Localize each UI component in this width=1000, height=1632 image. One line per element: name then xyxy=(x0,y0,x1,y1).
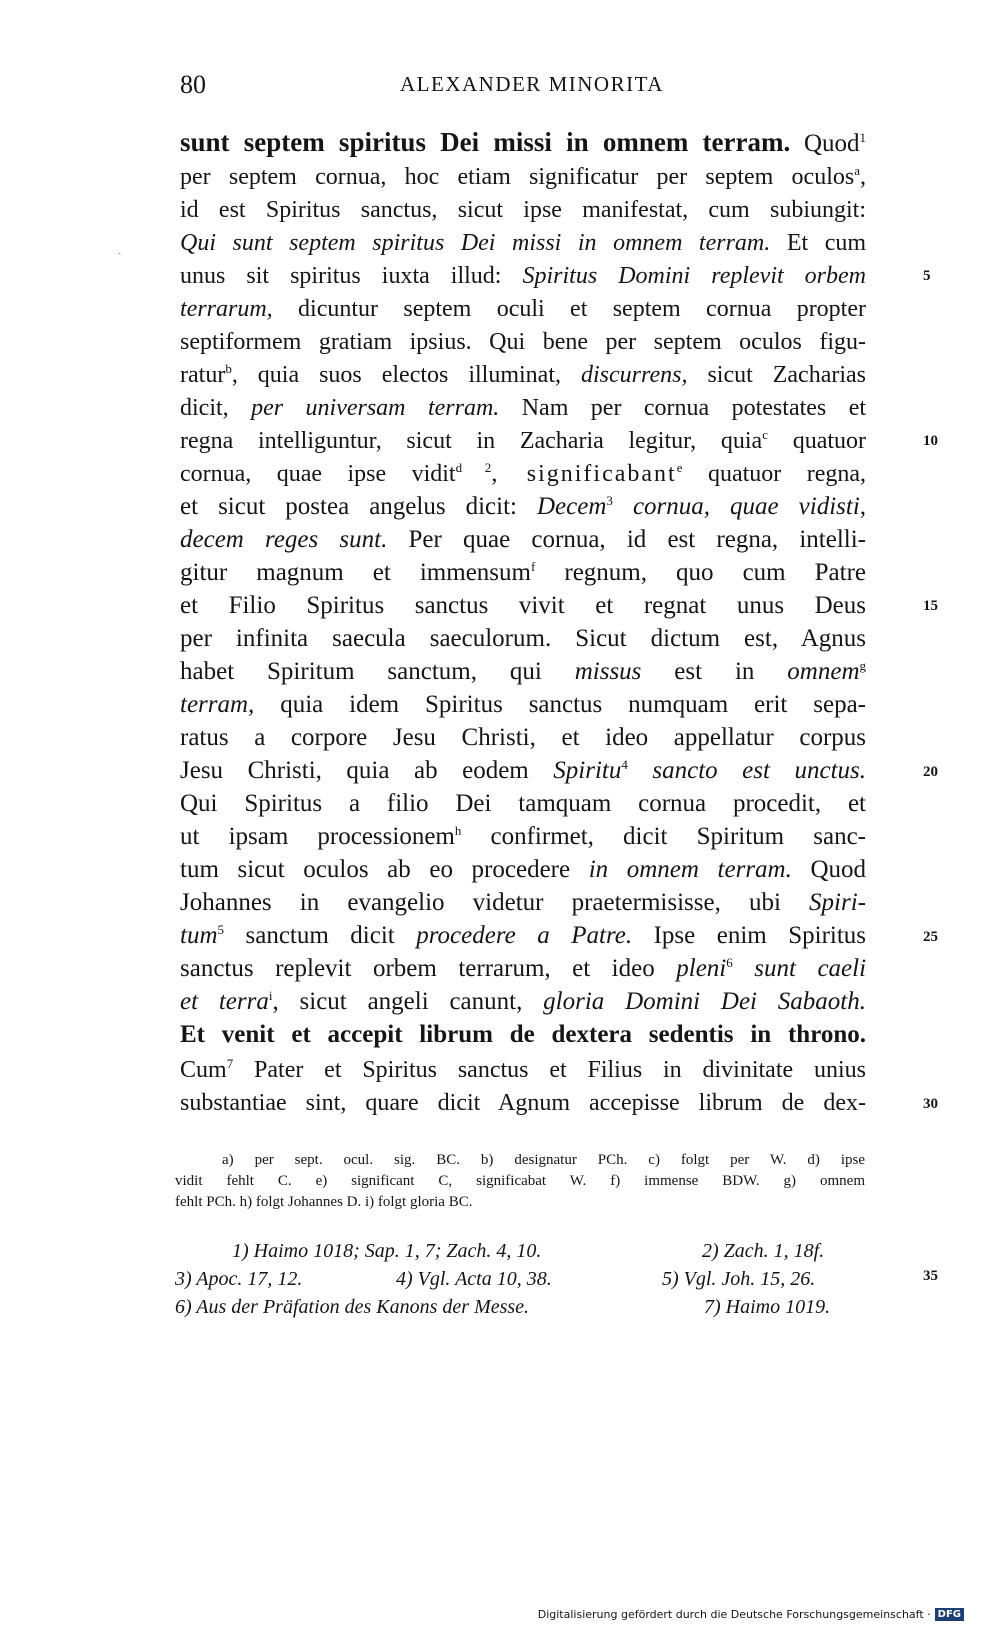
source-note: 5) Vgl. Joh. 15, 26. xyxy=(662,1268,816,1290)
text-line-21: Qui Spiritus a filio Dei tamquam cornua procedit, et xyxy=(180,790,866,817)
margin-mark: ˎ xyxy=(118,244,122,255)
line-number: 20 xyxy=(923,764,938,780)
dfg-logo-icon: DFG xyxy=(935,1608,964,1621)
page-number: 80 xyxy=(180,70,206,99)
text-line-6: terrarum, dicuntur septem oculi et septem cornua propter xyxy=(180,296,866,322)
text-line-16: per infinita saecula saeculorum. Sicut dictum est, Agnus xyxy=(180,625,866,652)
text-line-1: sunt septem spiritus Dei missi in omnem terram. Quod$^1$ xyxy=(180,127,866,157)
line-number: 5 xyxy=(923,268,931,284)
text-line-26: sanctus replevit orbem terrarum, et ideo pleni$^6$ sunt caeli xyxy=(180,955,867,982)
source-note: 4) Vgl. Acta 10, 38. xyxy=(396,1268,552,1290)
line-number: 35 xyxy=(923,1268,938,1284)
text-line-28: Et venit et accepit librum de dextera sedentis in throno. xyxy=(180,1021,866,1048)
line-number: 30 xyxy=(923,1096,938,1112)
digitization-credit xyxy=(538,1608,964,1621)
text-line-8: ratur$^b$, quia suos electos illuminat, discurrens, sicut Zacharias xyxy=(180,361,867,388)
text-line-15: et Filio Spiritus sanctus vivit et regnat unus Deus xyxy=(180,592,866,619)
text-line-9: dicit, per universam terram. Nam per cornua potestates et xyxy=(180,395,867,421)
source-note: 6) Aus der Präfation des Kanons der Messe. xyxy=(175,1296,530,1318)
line-number: 15 xyxy=(923,598,938,614)
text-line-14: gitur magnum et immensum$^f$ regnum, quo cum Patre xyxy=(180,559,867,586)
apparatus-line: vidit fehlt C. e) significant C, significabat W. f) immense BDW. g) omnem xyxy=(175,1173,865,1189)
apparatus-line: a) per sept. ocul. sig. BC. b) designatur PCh. c) folgt per W. d) ipse xyxy=(222,1152,865,1168)
text-line-24: Johannes in evangelio videtur praetermisisse, ubi Spiri- xyxy=(180,889,866,916)
text-line-19: ratus a corpore Jesu Christi, et ideo appellatur corpus xyxy=(180,724,866,751)
text-line-18: terram, quia idem Spiritus sanctus numquam erit sepa- xyxy=(180,691,867,718)
text-line-11: cornua, quae ipse vidit$^{d 2}$, significabant$^e$ quatuor regna, xyxy=(180,460,867,487)
text-line-30: substantiae sint, quare dicit Agnum accepisse librum de dex- xyxy=(180,1090,866,1116)
source-note: 7) Haimo 1019. xyxy=(704,1296,831,1318)
credit-text: Digitalisierung gefördert durch die Deutsche Forschungsgemeinschaft · xyxy=(537,1608,931,1621)
source-note: 3) Apoc. 17, 12. xyxy=(175,1268,303,1290)
source-note: 2) Zach. 1, 18f. xyxy=(702,1240,825,1262)
running-title: ALEXANDER MINORITA xyxy=(400,72,664,96)
apparatus-line: fehlt PCh. h) folgt Johannes D. i) folgt gloria BC. xyxy=(175,1194,473,1210)
source-note: 1) Haimo 1018; Sap. 1, 7; Zach. 4, 10. xyxy=(232,1240,542,1262)
text-line-12: et sicut postea angelus dicit: Decem$^3$ cornua, quae vidisti, xyxy=(180,493,867,520)
text-line-29: Cum$^7$ Pater et Spiritus sanctus et Filius in divinitate unius xyxy=(180,1056,866,1083)
text-line-23: tum sicut oculos ab eo procedere in omnem terram. Quod xyxy=(180,856,867,883)
text-line-13: decem reges sunt. Per quae cornua, id est regna, intelli- xyxy=(180,526,867,553)
text-line-25: tum$^5$ sanctum dicit procedere a Patre. Ipse enim Spiritus xyxy=(180,922,867,949)
text-line-20: Jesu Christi, quia ab eodem Spiritu$^4$ sancto est unctus. xyxy=(180,757,867,784)
line-number: 25 xyxy=(923,929,938,945)
text-line-10: regna intelliguntur, sicut in Zacharia legitur, quia$^c$ quatuor xyxy=(180,427,867,454)
text-line-2: per septem cornua, hoc etiam significatur per septem oculos$^a$, xyxy=(180,163,866,190)
text-line-5: unus sit spiritus iuxta illud: Spiritus Domini replevit orbem xyxy=(180,263,866,289)
line-number: 10 xyxy=(923,433,938,449)
text-line-4: Qui sunt septem spiritus Dei missi in omnem terram. Et cum xyxy=(180,230,867,256)
text-line-7: septiformem gratiam ipsius. Qui bene per septem oculos figu- xyxy=(180,329,866,355)
text-line-3: id est Spiritus sanctus, sicut ipse manifestat, cum subiungit: xyxy=(180,197,866,223)
text-line-17: habet Spiritum sanctum, qui missus est in omnem$^g$ xyxy=(180,658,867,685)
text-line-27: et terra$^i$, sicut angeli canunt, gloria Domini Dei Sabaoth. xyxy=(180,988,866,1015)
text-line-22: ut ipsam processionem$^h$ confirmet, dicit Spiritum sanc- xyxy=(180,823,866,850)
